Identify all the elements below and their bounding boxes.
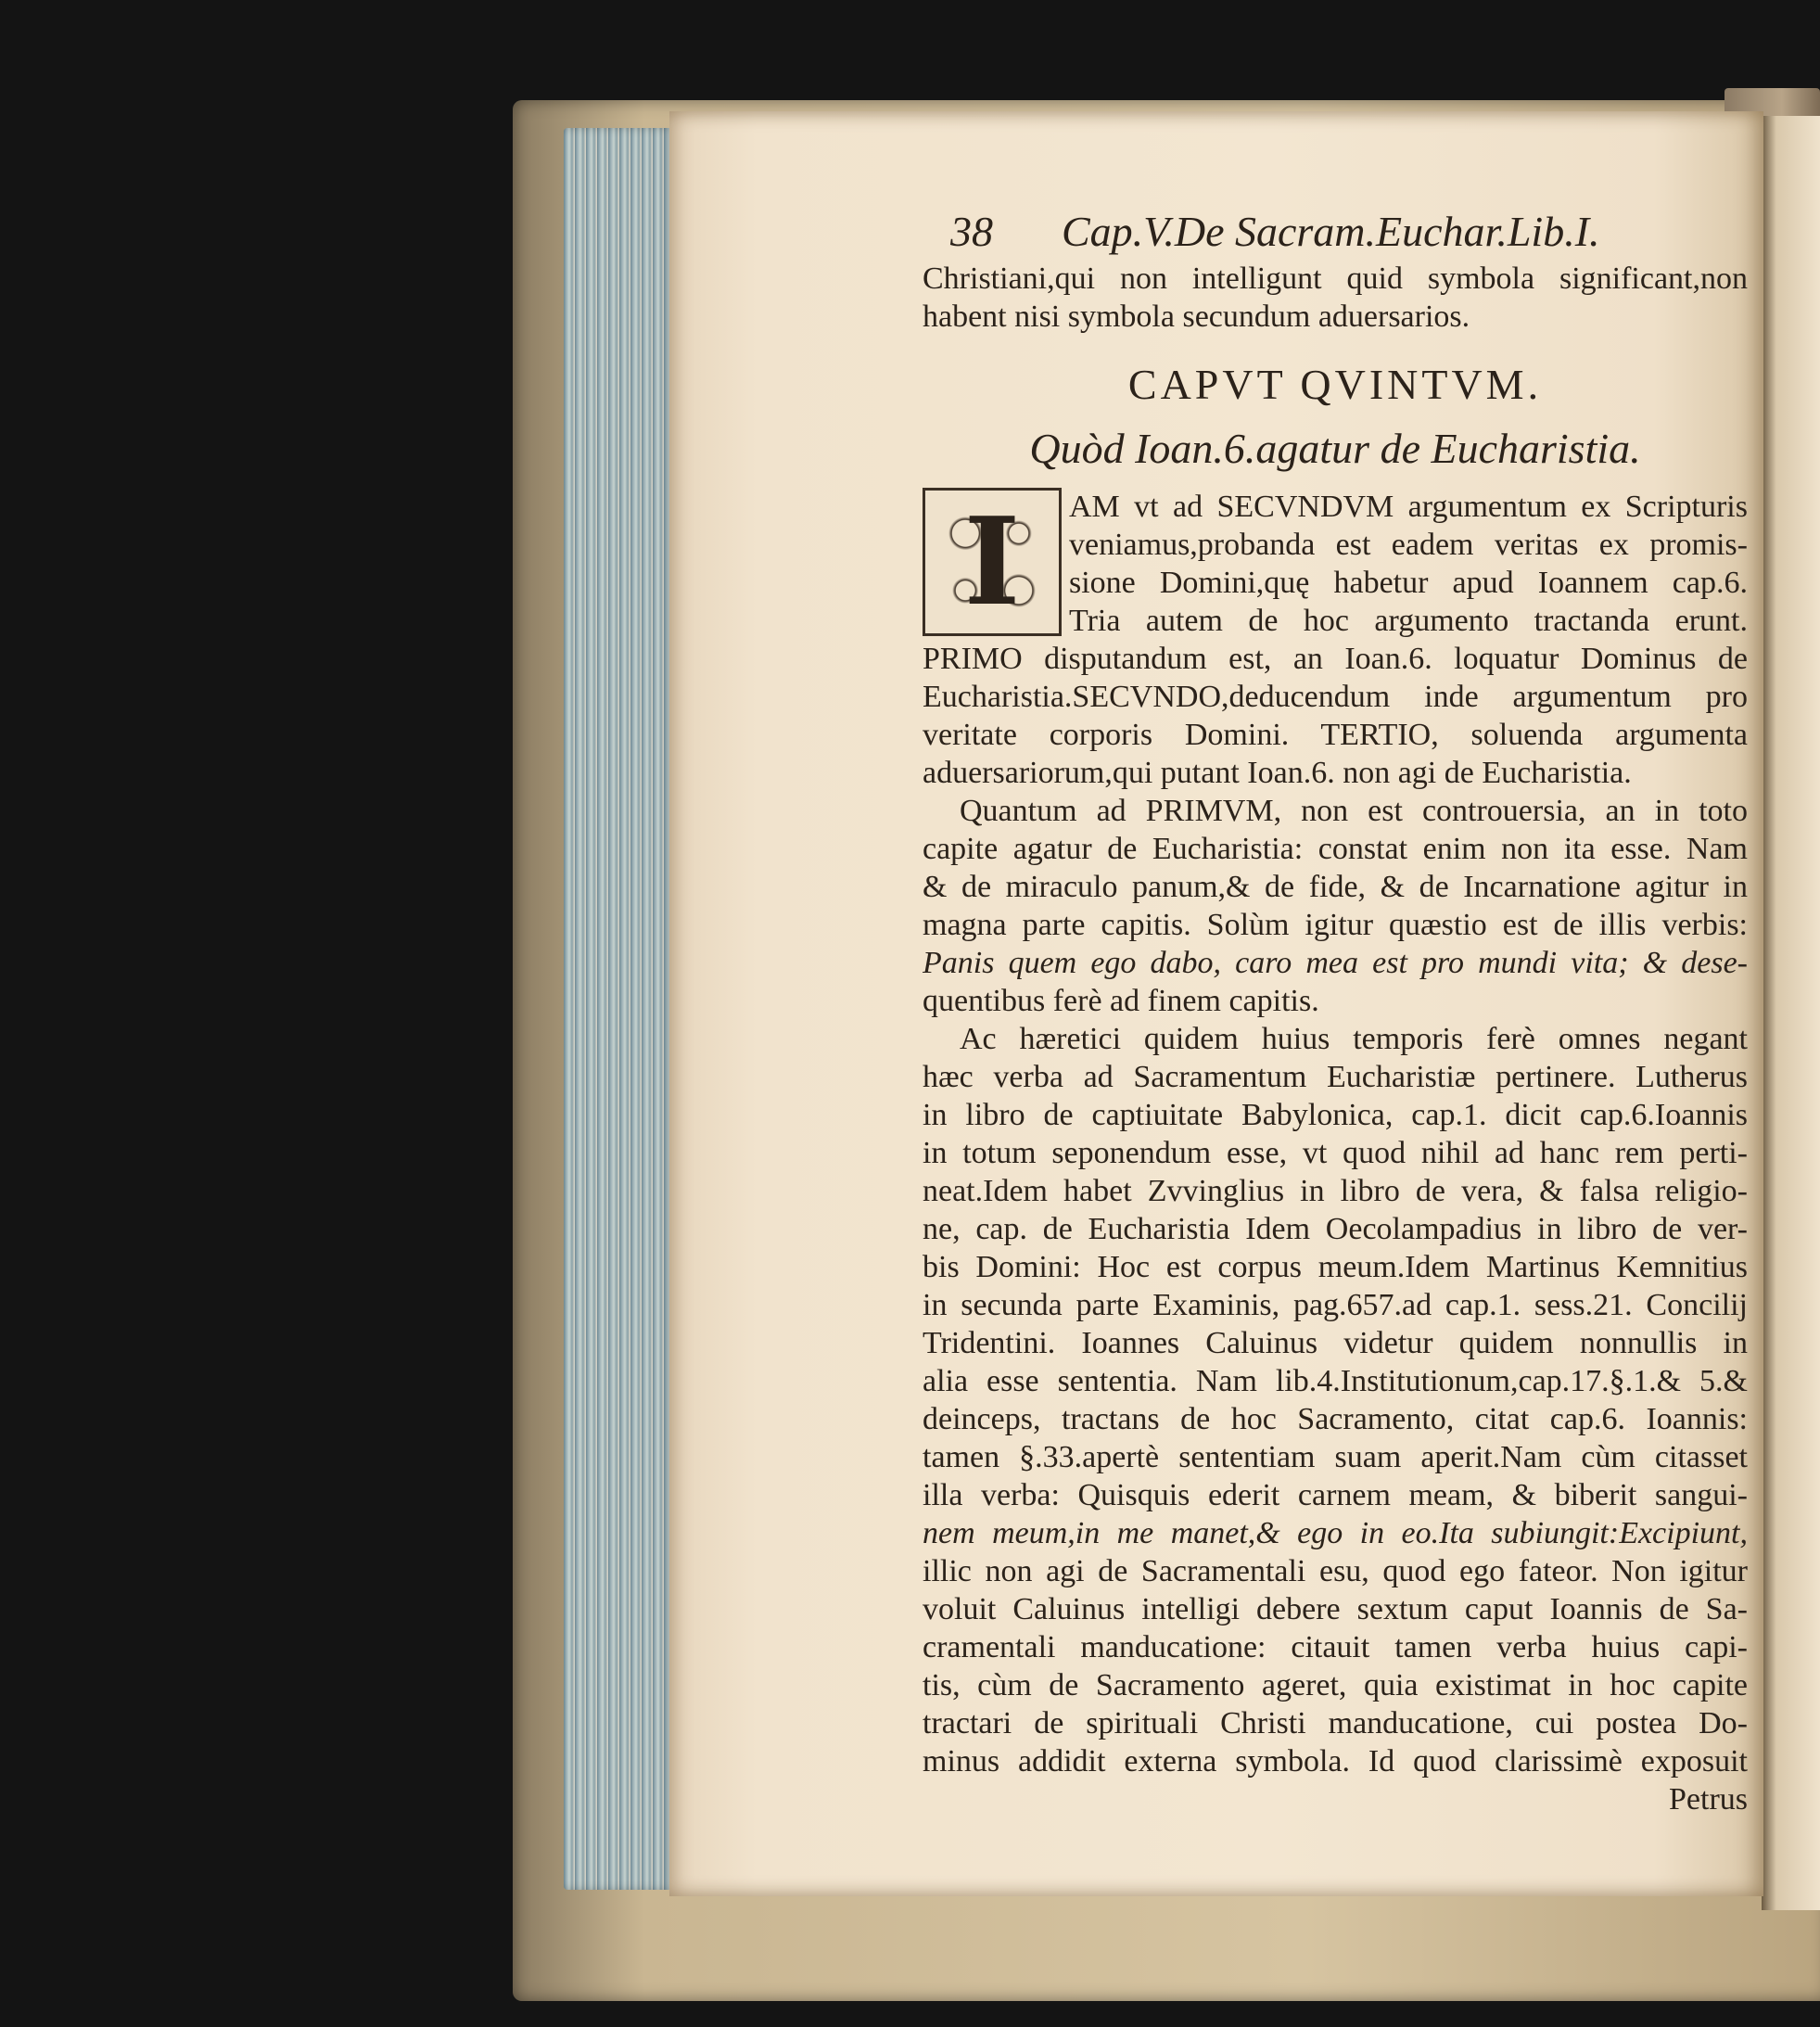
text-line: Tridentini. Ioannes Caluinus videtur quidem nonnullis in [923,1326,1748,1360]
text-line: magna parte capitis. Solùm igitur quæstio est de illis verbis: [923,908,1748,942]
page-number: 38 [950,207,993,255]
text-line: in totum seponendum esse, vt quod nihil ad hanc rem perti- [923,1136,1748,1170]
text-line: minus addidit externa symbola. Id quod clarissimè exposuit [923,1744,1748,1778]
text-line: illa verba: Quisquis ederit carnem meam, & biberit sangui- [923,1478,1748,1512]
text-line: Tria autem de hoc argumento tractanda erunt. [1069,604,1748,638]
text-line: tis, cùm de Sacramento ageret, quia existimat in hoc capite [923,1668,1748,1702]
text-line: illic non agi de Sacramentali esu, quod ego fateor. Non igitur [923,1554,1748,1588]
chapter-heading: CAPVT QVINTVM. [1127,361,1543,408]
text-line: veritate corporis Domini. TERTIO, soluenda argumenta [923,718,1748,752]
text-line: voluit Caluinus intelligi debere sextum caput Ioannis de Sa- [923,1592,1748,1626]
text-line: AM vt ad SECVNDVM argumentum ex Scripturis [1069,490,1748,524]
text-line: ne, cap. de Eucharistia Idem Oecolampadius in libro de ver- [923,1212,1748,1246]
text-line: cramentali manducatione: citauit tamen verba huius capi- [923,1630,1748,1664]
page-text [923,202,1748,1818]
text-line: aduersariorum,qui putant Ioan.6. non agi de Eucharistia. [923,756,1632,790]
paragraph-1 [923,488,1748,792]
text-line: Panis quem ego dabo, caro mea est pro mundi vita; & dese- [923,946,1748,980]
text-line: habent nisi symbola secundum aduersarios. [923,300,1470,334]
text-line: in secunda parte Examinis, pag.657.ad cap.1. sess.21. Concilij [923,1288,1748,1322]
text-line: hæc verba ad Sacramentum Eucharistiæ pertinere. Lutherus [923,1060,1748,1094]
catchword: Petrus [1669,1782,1748,1817]
text-line: sione Domini,quę habetur apud Ioannem cap.6. [1069,566,1748,600]
running-head-title: Cap.V.De Sacram.Euchar.Lib.I. [1062,207,1600,255]
paragraph-2 [923,792,1748,1020]
text-line: in libro de captiuitate Babylonica, cap.1. dicit cap.6.Ioannis [923,1098,1748,1132]
text-line: alia esse sententia. Nam lib.4.Institutionum,cap.17.§.1.& 5.& [923,1364,1748,1398]
text-line: Quantum ad PRIMVM, non est controuersia, an in toto [960,794,1748,828]
text-line: capite agatur de Eucharistia: constat enim non ita esse. Nam [923,832,1748,866]
page-edges [564,128,675,1890]
text-line: PRIMO disputandum est, an Ioan.6. loquatur Dominus de [923,642,1748,676]
text-line: tractari de spirituali Christi manducatione, cui postea Do- [923,1706,1748,1740]
text-line: nem meum,in me manet,& ego in eo.Ita subiungit:Excipiunt, [923,1516,1748,1550]
decorated-initial [923,488,1062,636]
text-line: & de miraculo panum,& de fide, & de Incarnatione agitur in [923,870,1748,904]
text-line: bis Domini: Hoc est corpus meum.Idem Martinus Kemnitius [923,1250,1748,1284]
intro-paragraph [923,260,1748,336]
text-line: quentibus ferè ad finem capitis. [923,984,1319,1018]
text-line: Ac hæretici quidem huius temporis ferè omnes negant [960,1022,1748,1056]
text-line: deinceps, tractans de hoc Sacramento, citat cap.6. Ioannis: [923,1402,1748,1436]
text-line: neat.Idem habet Zvvinglius in libro de vera, & falsa religio- [923,1174,1748,1208]
text-line: Christiani,qui non intelligunt quid symbola significant,non [923,261,1748,296]
next-page-edge [1762,116,1820,1910]
text-line: tamen §.33.apertè sententiam suam aperit.Nam cùm citasset [923,1440,1748,1474]
paragraph-3 [923,1020,1748,1780]
chapter-subheading: Quòd Ioan.6.agatur de Eucharistia. [1029,425,1641,472]
initial-letter: I [963,491,1021,632]
text-line: Eucharistia.SECVNDO,deducendum inde argumentum pro [923,680,1748,714]
running-head [923,202,1748,260]
text-line: veniamus,probanda est eadem veritas ex promis- [1069,528,1748,562]
